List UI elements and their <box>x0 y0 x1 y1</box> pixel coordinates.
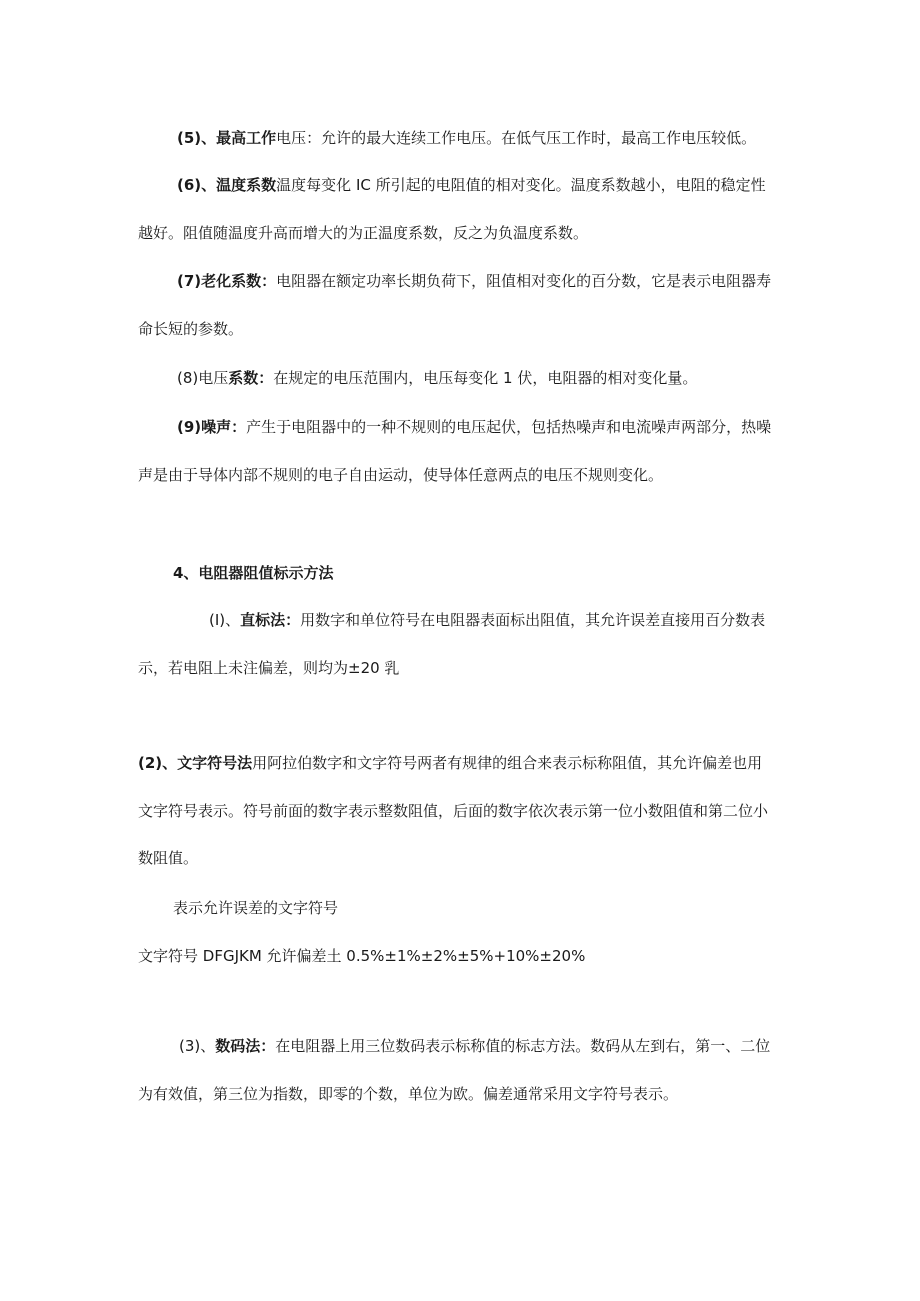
item-8-number: (8)电压 <box>177 369 229 387</box>
method-3-text: 在电阻器上用三位数码表示标称值的标志方法。数码从左到右，第一、二位 <box>275 1037 771 1055</box>
item-7-text: 电阻器在额定功率长期负荷下，阻值相对变化的百分数，它是表示电阻器寿 <box>276 272 772 290</box>
item-6-line-2: 越好。阻值随温度升高而增大的为正温度系数，反之为负温度系数。 <box>138 224 589 242</box>
method-2-text: 用阿拉伯数字和文字符号两者有规律的组合来表示标称阻值，其允许偏差也用 <box>252 754 763 772</box>
item-9-text: 产生于电阻器中的一种不规则的电压起伏，包括热噪声和电流噪声两部分，热噪 <box>246 418 772 436</box>
tolerance-table-caption: 表示允许误差的文字符号 <box>173 899 339 917</box>
item-6-line-1 <box>177 175 766 195</box>
item-6-number: (6)、 <box>177 176 217 194</box>
method-3-line-1 <box>179 1036 770 1056</box>
method-2-title: (2)、文字符号法 <box>138 754 253 772</box>
method-2-line-3: 数阻值。 <box>138 849 199 867</box>
item-5-number: (5)、 <box>177 129 217 147</box>
item-5-line-1 <box>177 128 756 148</box>
item-7-line-2: 命长短的参数。 <box>138 320 244 338</box>
item-7-title: (7)老化系数： <box>177 272 277 290</box>
method-3-title: 数码法： <box>215 1037 276 1055</box>
method-3-number: (3)、 <box>179 1037 216 1055</box>
item-7-line-1 <box>177 271 771 291</box>
item-5-text: 电压：允许的最大连续工作电压。在低气压工作时，最高工作电压较低。 <box>276 129 757 147</box>
method-1-line-1 <box>209 610 765 630</box>
method-1-title: 直标法： <box>240 611 301 629</box>
method-3-line-2: 为有效值，第三位为指数，即零的个数，单位为欧。偏差通常采用文字符号表示。 <box>138 1085 679 1103</box>
section-4-heading: 4、电阻器阻值标示方法 <box>173 564 334 582</box>
method-1-number: (I)、 <box>209 611 241 629</box>
item-6-text: 温度每变化 IC 所引起的电阻值的相对变化。温度系数越小，电阻的稳定性 <box>276 176 766 194</box>
method-2-line-1 <box>138 753 762 773</box>
method-1-text: 用数字和单位符号在电阻器表面标出阻值，其允许误差直接用百分数表 <box>300 611 766 629</box>
item-8-text: 在规定的电压范围内，电压每变化 1 伏，电阻器的相对变化量。 <box>273 369 698 387</box>
item-8-title: 系数： <box>228 369 274 387</box>
item-6-title: 温度系数 <box>216 176 277 194</box>
tolerance-table-row: 文字符号 DFGJKM 允许偏差土 0.5%±1%±2%±5%+10%±20% <box>138 947 586 965</box>
item-8-line-1 <box>177 368 697 388</box>
item-9-line-2: 声是由于导体内部不规则的电子自由运动，使导体任意两点的电压不规则变化。 <box>138 466 664 484</box>
method-1-line-2: 示，若电阻上未注偏差，则均为±20 乳 <box>138 659 400 677</box>
item-9-line-1 <box>177 417 771 437</box>
item-5-title: 最高工作 <box>216 129 277 147</box>
item-9-title: (9)噪声： <box>177 418 247 436</box>
method-2-line-2: 文字符号表示。符号前面的数字表示整数阻值，后面的数字依次表示第一位小数阻值和第二位小 <box>138 802 769 820</box>
